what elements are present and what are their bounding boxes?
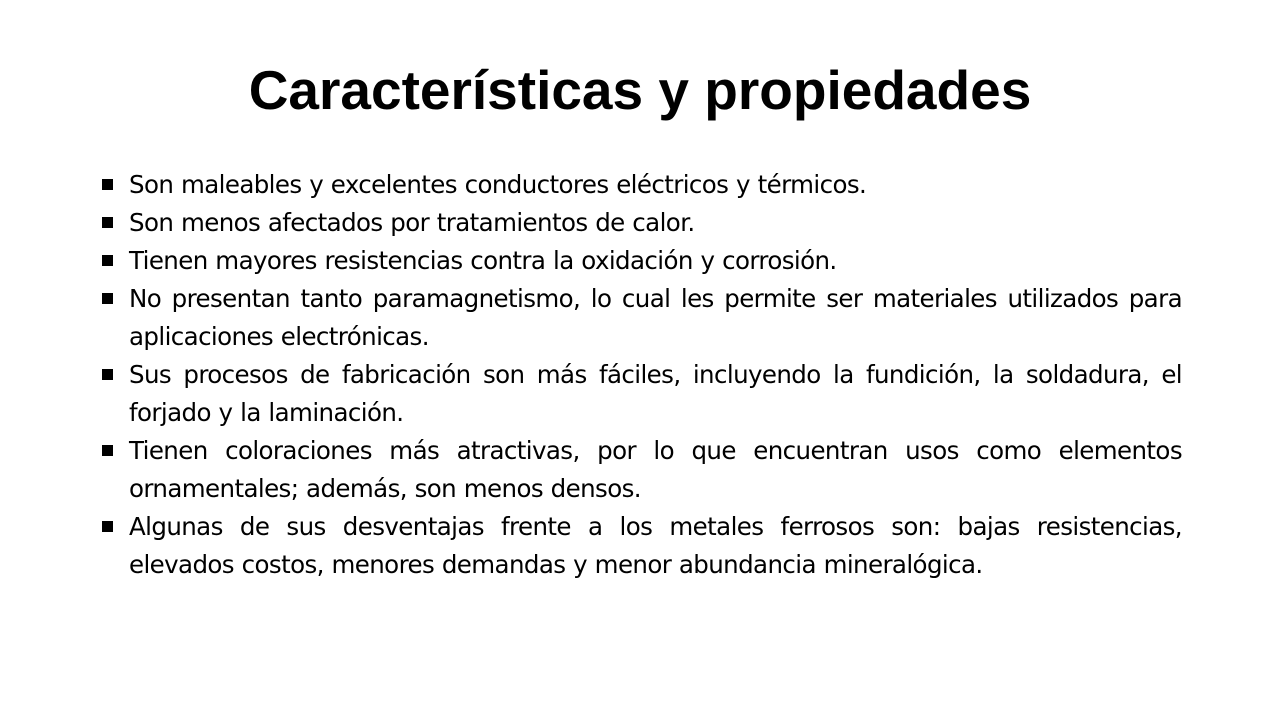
slide-title: Características y propiedades [248,59,1032,121]
bullet-item [100,508,1182,584]
square-bullet-icon [102,293,113,304]
bullet-text: Sus procesos de fabricación son más fáciles, incluyendo la fundición, la soldadura, el forjado y la laminación. [129,360,1182,427]
bullet-text: Tienen mayores resistencias contra la oxidación y corrosión. [129,246,837,275]
square-bullet-icon [102,521,113,532]
bullet-text: Algunas de sus desventajas frente a los metales ferrosos son: bajas resistencias, elevados costos, menores demandas y menor abundancia mineralógica. [129,512,1182,579]
bullet-item [100,166,1182,204]
bullet-item [100,432,1182,508]
bullet-text: Son menos afectados por tratamientos de calor. [129,208,695,237]
bullet-text: Tienen coloraciones más atractivas, por lo que encuentran usos como elementos ornamentales; además, son menos densos. [129,436,1182,503]
square-bullet-icon [102,255,113,266]
bullet-item [100,356,1182,432]
bullet-item [100,204,1182,242]
square-bullet-icon [102,179,113,190]
bullet-item [100,280,1182,356]
bullet-list [100,166,1182,584]
square-bullet-icon [102,369,113,380]
bullet-text: No presentan tanto paramagnetismo, lo cual les permite ser materiales utilizados para aplicaciones electrónicas. [129,284,1182,351]
square-bullet-icon [102,445,113,456]
square-bullet-icon [102,217,113,228]
bullet-text: Son maleables y excelentes conductores eléctricos y térmicos. [129,170,867,199]
bullet-item [100,242,1182,280]
